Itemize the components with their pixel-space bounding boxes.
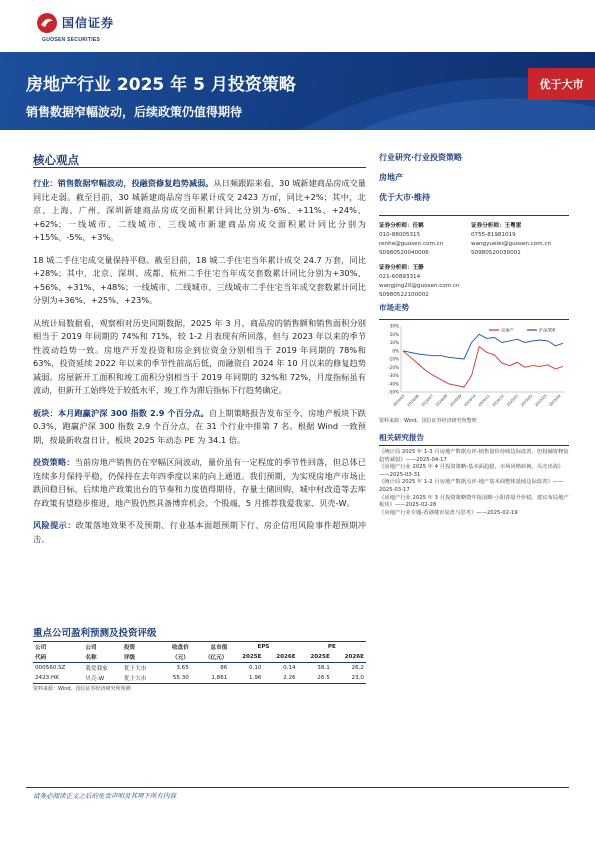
x-tick-label: 2024/10 (463, 393, 477, 408)
related-report-date: ——2025-03-17 (379, 479, 564, 493)
x-tick-label: 2024/11 (477, 393, 491, 408)
paragraph-text: 当前房地产销售仍在窄幅区间波动，量价虽有一定程度的季节性回落，但总体已连续多月保持平稳，仍保持在去年四季度以来的向上通道。我们预期，为实现房地产市场止跌回稳目标，后续地产政策出台的节奏和力度值得期待，存量土储回购、城中村改造等去库存政策有望稳步推进，地产股仍然具备博弈机会。个股端，5 月推荐我爱我家、贝壳-W。 (33, 457, 366, 508)
company-logo (28, 12, 178, 46)
header-cell: 投资 (122, 642, 161, 653)
analyst-block (379, 216, 569, 298)
related-report-date: ——2025-03-31 (379, 471, 421, 478)
x-tick-label: 2025/02 (519, 393, 534, 408)
paragraph-text: 政策落地效果不及预期、行业基本面超预期下行、房企信用风险事件超预期冲击。 (33, 520, 366, 544)
paragraph-lead: 板块：本月跑赢沪深 300 指数 2.9 个百分点。 (33, 407, 209, 418)
related-report-title: 《房地产行业 2025 年 3 月投资策略暨年报前瞻-小阳春量升价稳，建议布局地产板块》 (379, 494, 569, 509)
analyst-cert: S0980522100002 (379, 292, 429, 298)
analyst-email[interactable]: wangjing20@guosen.com.cn (379, 283, 460, 289)
header-cell: 公司 (83, 642, 122, 653)
paragraph-text: 从日频跟踪来看，30 城新建商品房成交量同比走弱。截至目前，30 城新建商品房当年累计成交 2423 万㎡，同比+2%；其中，北京、上海、广州、深圳新建商品房成交面积累计同比分别为-6%、+11%、+24%、+62%；一线城市、二线城市、三线城市新建商品房成交面积累计同比分别为+15%、-5%、+3%。 (33, 178, 366, 242)
related-report-title: 《统计局 2025 年 1-3 月房地产数据点评-销售量价持续边际改善，但投融资修复趋势减弱》 (379, 449, 569, 463)
analyst-cert: S0980520040006 (379, 250, 429, 256)
x-tick-label: 2025/04 (548, 393, 562, 408)
y-tick-label: 10% (389, 340, 399, 345)
related-divider (379, 445, 569, 446)
y-tick-label: -30% (388, 373, 399, 378)
core-views-heading: 核心观点 (33, 153, 79, 167)
paragraph-industry (33, 177, 366, 245)
profit-forecast-table (33, 641, 366, 684)
table-source: 资料来源：Wind、国信证券经济研究所预测 (33, 686, 131, 692)
header-cell: （亿元） (191, 652, 230, 663)
paragraph-statistics (33, 317, 366, 398)
paragraph-lead: 投资策略： (33, 457, 75, 467)
related-report-item[interactable] (379, 495, 569, 510)
cell-pe-2025: 26.5 (298, 673, 332, 684)
paragraph-second-hand (33, 254, 366, 308)
related-report-title: 《房地产行业专题-香港楼市复盘与思考》 (379, 509, 477, 516)
analyst-role: 证券分析师： (379, 223, 413, 229)
header-cell: PE (298, 642, 366, 653)
rating-tab: 优于大市 (528, 68, 595, 100)
cell-code: 2423.HK (33, 673, 83, 684)
related-report-title: 《统计局 2025 年 1-2 月房地产数据点评-地产基本面整体延续边际改善》 (379, 479, 553, 486)
logo-text: 国信证券 (62, 16, 115, 30)
cell-rating: 优于大市 (122, 673, 161, 684)
y-tick-label: -50% (388, 389, 399, 395)
cell-cap: 1,861 (191, 673, 230, 684)
paragraph-sector (33, 407, 366, 448)
y-tick-label: 20% (389, 331, 399, 337)
cell-eps-2026: 0.14 (283, 665, 296, 671)
header-cell: 代码 (33, 652, 83, 663)
related-report-item[interactable] (379, 464, 569, 479)
cell-eps-2025: 1.96 (229, 673, 263, 684)
header-cell: 2026E (263, 652, 297, 663)
cell-cap: 86 (220, 665, 228, 671)
analyst-role: 证券分析师： (379, 265, 413, 271)
x-tick-label: 2024/09 (449, 393, 463, 408)
header-cell: 评级 (122, 652, 161, 663)
cell-pe-2026: 23.0 (332, 673, 366, 684)
paragraph-lead: 风险提示： (33, 520, 76, 530)
x-tick-label: 2025/03 (534, 393, 548, 408)
analyst-card (379, 222, 443, 258)
analyst-cert: S0980520030001 (471, 250, 521, 256)
series-line (403, 334, 563, 359)
table-row (33, 663, 366, 674)
analyst-email[interactable]: renhe@guosen.com.cn (379, 241, 444, 247)
footer-divider (26, 787, 569, 788)
analyst-card (379, 264, 460, 300)
profit-forecast-heading: 重点公司盈利预测及投资评级 (33, 628, 157, 639)
cell-eps-2025: 0.10 (249, 665, 262, 671)
related-report-date: ——2025-04-17 (405, 456, 447, 463)
report-title: 房地产行业 2025 年 5 月投资策略 (26, 75, 296, 95)
related-report-title: 《房地产行业 2025 年 4 月投资策略-基本面趋稳，市场风格转换，贝壳出海》 (379, 464, 564, 471)
header-cell: 2026E (332, 652, 366, 663)
y-tick-label: 0% (392, 348, 399, 354)
paragraph-risk (33, 519, 366, 546)
header-cell: 收盘价 (160, 642, 190, 653)
report-category: 行业研究·行业投资策略 (379, 153, 463, 162)
header-cell: 2025E (298, 652, 332, 663)
analyst-phone: 010-88005315 (379, 232, 421, 238)
cell-price: 3.65 (176, 665, 189, 671)
cell-code: 000560.SZ (35, 665, 66, 671)
cell-price: 55.30 (160, 673, 190, 684)
x-tick-label: 2024/06 (406, 393, 420, 408)
analyst-phone: 0755-81981019 (471, 232, 516, 238)
header-cell: （元） (160, 652, 190, 663)
analyst-name: 王静 (412, 265, 424, 271)
related-reports-list (379, 449, 569, 517)
core-views-divider (33, 167, 366, 168)
related-report-item[interactable] (379, 510, 569, 518)
logo-mark-icon (36, 12, 58, 34)
core-views-body (33, 177, 366, 555)
x-tick-label: 2024/12 (491, 393, 505, 408)
paragraph-text: 自上期策略报告发布至今，房地产板块下跌 0.3%，跑赢沪深 300 指数 2.9 个百分点，在 31 个行业中排第 7 名。根据 Wind 一致预期，按最新收盘日计，板块 2025 年动态 PE 为 34.1 倍。 (33, 407, 366, 445)
y-tick-label: 30% (389, 323, 399, 329)
market-trend-chart (379, 319, 569, 415)
related-report-date: ——2025-02-28 (394, 502, 437, 509)
sector-rating: 优于大市·维持 (379, 193, 431, 202)
x-tick-label: 2025/01 (505, 393, 520, 408)
market-trend-svg (379, 320, 569, 415)
header-cell: 2025E (229, 652, 263, 663)
table-row (33, 673, 366, 684)
analyst-role: 证券分析师： (471, 223, 505, 229)
related-report-item[interactable] (379, 449, 569, 464)
sidebar (379, 152, 569, 517)
x-tick-label: 2024/08 (434, 393, 449, 408)
analyst-phone: 021-60893314 (379, 274, 421, 280)
related-reports-heading: 相关研究报告 (379, 433, 424, 442)
paragraph-text: 从统计局数据看，观察相对历史同期数据，2025 年 3 月，商品房的销售额和销售面积分别相当于 2019 年同期的 74%和 71%，较 1-2 月表现有所回落，但与 2023 年以来的季节性波动趋势一致。房地产开发投资和房企到位资金分别相当于 2019 年同期的 78%和 63%，投资延续 2022 年以来的季节性前高后低，而融资自 2024 年 10 月以来的修复趋势减弱。房屋新开工面积和竣工面积分别相当于 2019 年同期的 32%和 72%，月度指标虽有波动，但新开工始终处于较低水平，竣工作为滞后指标下行趋势确定。 (33, 317, 366, 395)
legend-label: 房地产 (501, 327, 514, 333)
cell-pe-2026: 26.2 (351, 665, 364, 671)
table-header-row (33, 642, 366, 653)
y-tick-label: -40% (388, 381, 399, 387)
header-cell: 总市值 (191, 642, 230, 653)
paragraph-lead: 行业：销售数据窄幅波动，投融资修复趋势减弱。 (33, 178, 214, 188)
sector-name: 房地产 (379, 173, 403, 182)
y-tick-label: -10% (388, 356, 399, 362)
header-cell: EPS (229, 642, 297, 653)
analyst-name: 王粤雷 (504, 223, 522, 229)
related-report-date: ——2025-02-19 (476, 509, 518, 516)
cell-name: 我爱我家 (85, 666, 108, 672)
related-report-item[interactable] (379, 479, 569, 494)
cell-eps-2026: 2.26 (263, 673, 297, 684)
analyst-card (471, 222, 551, 258)
header-cell: 名称 (83, 652, 122, 663)
logo-english-text: GUOSEN SECURITIES (42, 37, 101, 43)
analyst-email[interactable]: wangyuelei@guosen.com.cn (471, 241, 552, 247)
y-tick-label: -20% (388, 364, 399, 370)
table-header-row (33, 652, 366, 663)
legend-label: 沪深300 (539, 327, 556, 333)
analyst-name: 任鹤 (412, 223, 424, 229)
cell-pe-2025: 38.1 (317, 665, 330, 671)
report-subtitle: 销售数据窄幅波动，后续政策仍值得期待 (26, 105, 243, 119)
market-trend-heading: 市场走势 (379, 303, 409, 312)
series-line (403, 347, 563, 388)
chart-source: 资料来源：Wind、国信证券经济研究所整理 (379, 418, 477, 424)
paragraph-text: 18 城二手住宅成交量保持平稳。截至目前，18 城二手住宅当年累计成交 24.7 万套，同比+28%；其中，北京、深圳、成都、杭州二手住宅当年成交套数累计同比分别为+30%、+56%、+31%、+48%；一线城市、二线城市、三线城市二手住宅当年成交套数累计同比分别为+36%、+25%、+23%。 (33, 254, 366, 305)
disclaimer-footer: 请务必阅读正文之后的免责声明及其项下所有内容 (33, 792, 176, 800)
cell-name: 贝壳-W (83, 673, 122, 684)
x-tick-label: 2024/05 (392, 393, 406, 408)
paragraph-strategy (33, 456, 366, 510)
header-cell: 公司 (33, 642, 83, 653)
cell-rating: 优于大市 (123, 666, 147, 672)
x-tick-label: 2024/07 (420, 393, 435, 408)
